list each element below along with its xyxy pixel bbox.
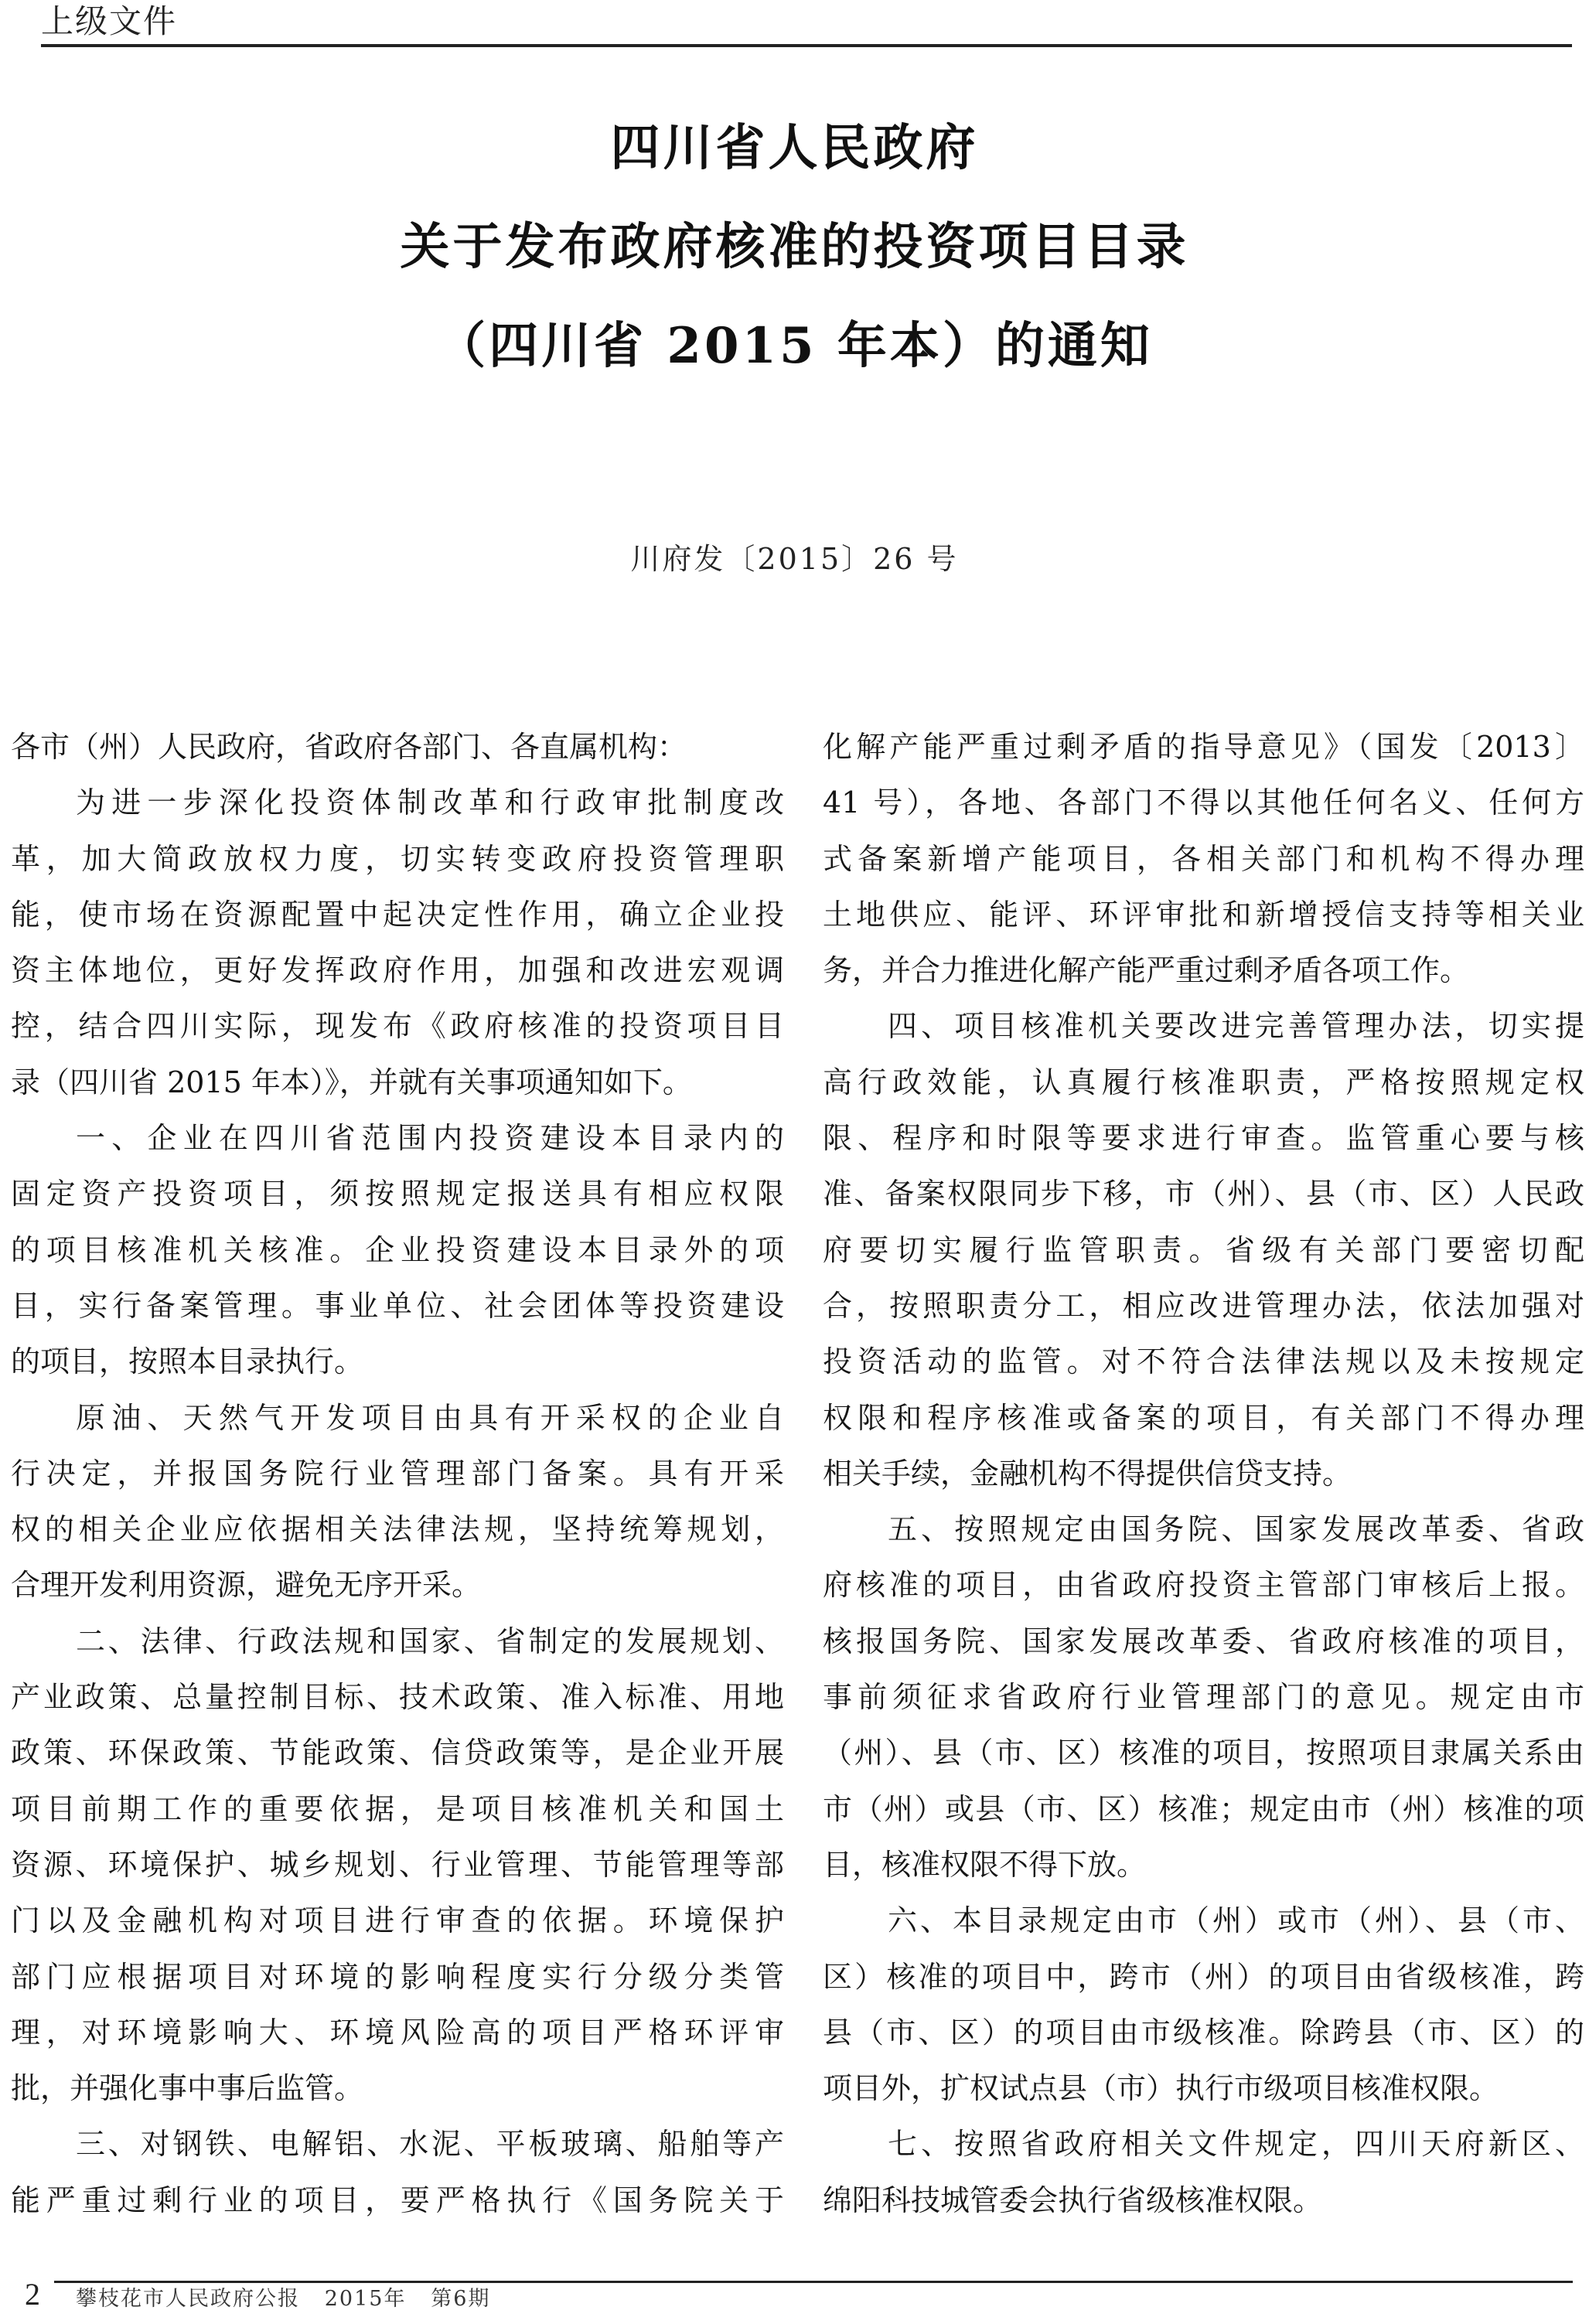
body-text-line: 革，加大简政放权力度，切实转变政府投资管理职: [11, 841, 784, 876]
body-text-line: 各市（州）人民政府，省政府各部门、各直属机构：: [11, 730, 687, 764]
title-line-2: 关于发布政府核准的投资项目目录: [400, 218, 1189, 276]
body-text-line: 门以及金融机构对项目进行审查的依据。环境保护: [11, 1903, 784, 1938]
section-label: 上级文件: [41, 2, 178, 40]
body-text-line: 行决定，并报国务院行业管理部门备案。具有开采: [11, 1456, 784, 1491]
body-text-line: 能，使市场在资源配置中起决定性作用，确立企业投: [11, 897, 784, 932]
body-text-line: 投资活动的监管。对不符合法律法规以及未按规定: [823, 1344, 1584, 1379]
body-text-line: 七、按照省政府相关文件规定，四川天府新区、: [888, 2127, 1584, 2162]
body-text-line: 核报国务院、国家发展改革委、省政府核准的项目，: [823, 1624, 1584, 1658]
body-text-line: 为进一步深化投资体制改革和行政审批制度改: [76, 785, 784, 820]
body-text-line: 府核准的项目，由省政府投资主管部门审核后上报。: [823, 1568, 1584, 1603]
body-text-line: 41 号），各地、各部门不得以其他任何名义、任何方: [823, 785, 1584, 820]
body-text-line: 权限和程序核准或备案的项目，有关部门不得办理: [823, 1400, 1584, 1435]
body-text-line: 目，核准权限不得下放。: [823, 1847, 1147, 1882]
body-text-line: 项目前期工作的重要依据，是项目核准机关和国土: [11, 1791, 784, 1826]
footer-rule: [54, 2281, 1573, 2283]
body-text-line: 产业政策、总量控制目标、技术政策、准入标准、用地: [11, 1680, 784, 1715]
publication-year: 2015年: [324, 2287, 407, 2311]
body-text-line: 准、备案权限同步下移，市（州）、县（市、区）人民政: [823, 1177, 1584, 1211]
footer-publication-info: [76, 2284, 490, 2315]
body-text-line: 务，并合力推进化解产能严重过剩矛盾各项工作。: [823, 953, 1470, 988]
body-text-line: 县（市、区）的项目由市级核准。除跨县（市、区）的: [823, 2015, 1584, 2050]
body-text-line: 目，实行备案管理。事业单位、社会团体等投资建设: [11, 1288, 784, 1323]
body-text-line: 批，并强化事中事后监管。: [11, 2071, 364, 2106]
body-text-line: 合理开发利用资源，避免无序开采。: [11, 1568, 482, 1603]
publication-issue: 第6期: [431, 2287, 491, 2311]
body-text-line: 政策、环保政策、节能政策、信贷政策等，是企业开展: [11, 1736, 784, 1770]
body-text-line: 土地供应、能评、环评审批和新增授信支持等相关业: [823, 897, 1584, 932]
body-text-line: 部门应根据项目对环境的影响程度实行分级分类管: [11, 1959, 784, 1994]
body-text-line: 项目外，扩权试点县（市）执行市级项目核准权限。: [823, 2071, 1499, 2106]
body-text-line: 资主体地位，更好发挥政府作用，加强和改进宏观调: [11, 953, 784, 988]
body-text-line: 的项目核准机关核准。企业投资建设本目录外的项: [11, 1232, 784, 1267]
body-text-line: 控，结合四川实际，现发布《政府核准的投资项目目: [11, 1009, 784, 1044]
body-left-column: [11, 719, 784, 2228]
document-title: [0, 99, 1589, 396]
body-text-line: 六、本目录规定由市（州）或市（州）、县（市、: [888, 1903, 1584, 1938]
body-text-line: 四、项目核准机关要改进完善管理办法，切实提: [888, 1009, 1584, 1044]
body-text-line: 固定资产投资项目，须按照规定报送具有相应权限: [11, 1177, 784, 1211]
body-text-line: 权的相关企业应依据相关法律法规，坚持统筹规划，: [11, 1512, 784, 1547]
body-right-column: [823, 719, 1584, 2228]
body-text-line: 事前须征求省政府行业管理部门的意见。规定由市: [823, 1680, 1584, 1715]
publication-name: 攀枝花市人民政府公报: [76, 2287, 300, 2311]
document-number: 川府发〔2015〕26 号: [630, 542, 959, 576]
body-text-line: 一、企业在四川省范围内投资建设本目录内的: [76, 1121, 784, 1156]
body-text-line: 理，对环境影响大、环境风险高的项目严格环评审: [11, 2015, 784, 2050]
page-number: 2: [25, 2277, 40, 2312]
body-text-line: 三、对钢铁、电解铝、水泥、平板玻璃、船舶等产: [76, 2127, 784, 2162]
title-line-1: 四川省人民政府: [610, 119, 979, 177]
body-text-line: 合，按照职责分工，相应改进管理办法，依法加强对: [823, 1288, 1584, 1323]
body-text-line: 二、法律、行政法规和国家、省制定的发展规划、: [76, 1624, 784, 1658]
body-text-line: 的项目，按照本目录执行。: [11, 1344, 364, 1379]
body-text-line: 化解产能严重过剩矛盾的指导意见》（国发〔2013〕: [823, 730, 1584, 764]
body-text-line: 市（州）或县（市、区）核准；规定由市（州）核准的项: [823, 1791, 1584, 1826]
body-text-line: 绵阳科技城管委会执行省级核准权限。: [823, 2183, 1323, 2217]
body-text-line: （州）、县（市、区）核准的项目，按照项目隶属关系由: [823, 1736, 1584, 1770]
body-text-line: 资源、环境保护、城乡规划、行业管理、节能管理等部: [11, 1847, 784, 1882]
body-text-line: 限、程序和时限等要求进行审查。监管重心要与核: [823, 1121, 1584, 1156]
body-text-line: 式备案新增产能项目，各相关部门和机构不得办理: [823, 841, 1584, 876]
body-text-line: 高行政效能，认真履行核准职责，严格按照规定权: [823, 1065, 1584, 1099]
body-text-line: 相关手续，金融机构不得提供信贷支持。: [823, 1456, 1352, 1491]
body-text-line: 能严重过剩行业的项目，要严格执行《国务院关于: [11, 2183, 784, 2217]
title-line-3: （四川省 2015 年本）的通知: [436, 317, 1153, 375]
body-text-line: 府要切实履行监管职责。省级有关部门要密切配: [823, 1232, 1584, 1267]
body-text-line: 原油、天然气开发项目由具有开采权的企业自: [76, 1400, 784, 1435]
body-text-line: 区）核准的项目中，跨市（州）的项目由省级核准，跨: [823, 1959, 1584, 1994]
header-rule: [41, 44, 1572, 47]
body-text-line: 五、按照规定由国务院、国家发展改革委、省政: [888, 1512, 1584, 1547]
body-text-line: 录（四川省 2015 年本）》，并就有关事项通知如下。: [11, 1065, 692, 1099]
